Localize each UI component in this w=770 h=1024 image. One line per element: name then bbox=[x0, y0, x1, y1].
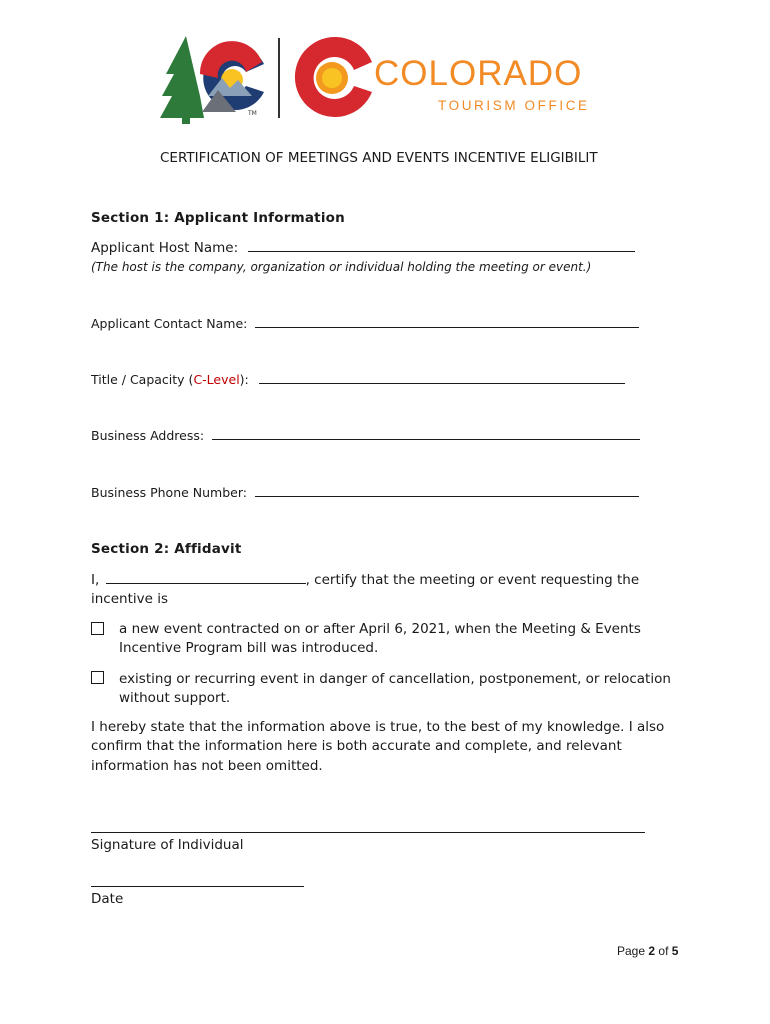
signature-label: Signature of Individual bbox=[91, 837, 244, 853]
brand-name: COLORADO bbox=[374, 54, 583, 93]
title-label-pre: Title / Capacity ( bbox=[91, 372, 194, 387]
trademark-mark: TM bbox=[248, 110, 257, 117]
signature-line[interactable] bbox=[91, 832, 645, 833]
certify-prefix: I, bbox=[91, 572, 100, 588]
contact-name-field[interactable] bbox=[255, 326, 639, 328]
section1-heading: Section 1: Applicant Information bbox=[91, 210, 345, 226]
colorado-c-sun-logo bbox=[288, 34, 378, 124]
section2-heading: Section 2: Affidavit bbox=[91, 541, 242, 557]
host-name-label: Applicant Host Name: bbox=[91, 240, 239, 256]
business-phone-label: Business Phone Number: bbox=[91, 485, 247, 500]
statement-line2: confirm that the information here is both accurate and complete, and relevant bbox=[91, 738, 622, 754]
logo-divider bbox=[278, 38, 280, 118]
host-name-field[interactable] bbox=[248, 250, 635, 252]
business-address-row bbox=[91, 428, 640, 443]
page-of: of bbox=[658, 944, 669, 958]
title-capacity-field[interactable] bbox=[259, 382, 625, 384]
option2-line1: existing or recurring event in danger of cancellation, postponement, or relocation bbox=[119, 671, 671, 687]
page-current: 2 bbox=[648, 944, 656, 958]
statement-line1: I hereby state that the information above is true, to the best of my knowledge. I also bbox=[91, 719, 665, 735]
contact-name-label: Applicant Contact Name: bbox=[91, 316, 248, 331]
option1-checkbox[interactable] bbox=[91, 622, 104, 635]
option2-line2: without support. bbox=[119, 690, 231, 706]
document-title: CERTIFICATION OF MEETINGS AND EVENTS INCENTIVE ELIGIBILIT bbox=[160, 150, 598, 166]
page-total: 5 bbox=[671, 944, 679, 958]
contact-name-row bbox=[91, 316, 639, 331]
certify-name-field[interactable] bbox=[106, 582, 306, 584]
page-number bbox=[617, 944, 678, 958]
host-name-row bbox=[91, 239, 635, 258]
option2-checkbox[interactable] bbox=[91, 671, 104, 684]
certify-row bbox=[91, 571, 639, 590]
business-address-label: Business Address: bbox=[91, 428, 205, 443]
date-line[interactable] bbox=[91, 886, 304, 887]
business-phone-row bbox=[91, 485, 639, 500]
certify-line2: incentive is bbox=[91, 591, 169, 607]
title-capacity-row bbox=[91, 372, 625, 387]
date-label: Date bbox=[91, 891, 124, 907]
statement-line3: information has not been omitted. bbox=[91, 758, 323, 774]
option1-line2: Incentive Program bill was introduced. bbox=[119, 640, 379, 656]
certify-suffix: , certify that the meeting or event requesting the bbox=[305, 572, 640, 588]
host-note: (The host is the company, organization or individual holding the meeting or event.) bbox=[91, 260, 592, 274]
page-prefix: Page bbox=[617, 944, 646, 958]
brand-subtitle: TOURISM OFFICE bbox=[438, 98, 590, 113]
business-phone-field[interactable] bbox=[255, 495, 639, 497]
logo-header bbox=[160, 34, 610, 124]
business-address-field[interactable] bbox=[212, 438, 640, 440]
option1-line1: a new event contracted on or after April 6, 2021, when the Meeting & Events bbox=[119, 621, 641, 637]
c-level-emphasis: C-Level bbox=[193, 372, 240, 387]
title-label-post: ): bbox=[239, 372, 249, 387]
